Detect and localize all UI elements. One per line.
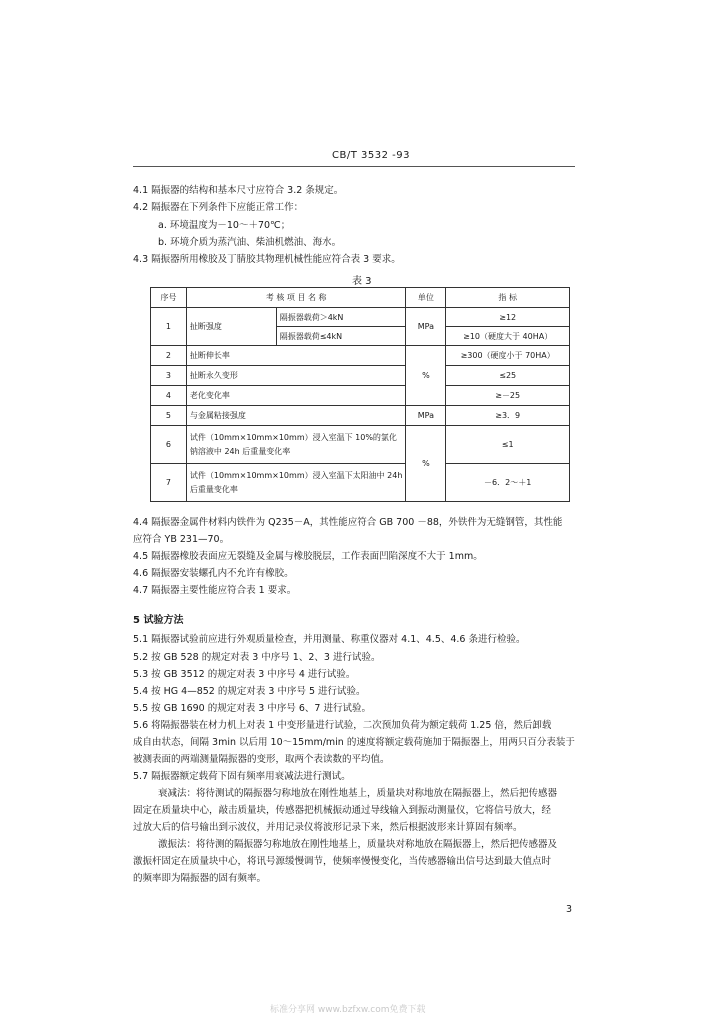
header-no: 序号 [151, 288, 187, 308]
clause-5-6: 5.6 将隔振器装在材力机上对表 1 中变形量进行试验，二次预加负荷为额定载荷 1.25 倍，然后卸载 [133, 720, 552, 731]
row-subitem: 隔振器载荷＞4kN [276, 308, 406, 327]
clause-5-2: 5.2 按 GB 528 的规定对表 3 中序号 1、2、3 进行试验。 [133, 652, 381, 663]
table-row [151, 464, 570, 502]
row-unit: % [406, 426, 446, 502]
row-subitem: 隔振器载荷≤4kN [276, 327, 406, 346]
table-row [151, 386, 570, 406]
row-item [186, 464, 406, 502]
clause-5-3: 5.3 按 GB 3512 的规定对表 3 中序号 4 进行试验。 [133, 669, 356, 680]
attenuation-method-cont: 固定在质量块中心，敲击质量块，传感器把机械振动通过导线输入到振动测量仪，它将信号放大，经 [133, 805, 552, 816]
table-3 [150, 287, 570, 502]
table-row [151, 426, 570, 464]
clause-5-1: 5.1 隔振器试验前应进行外观质量检查，并用测量、称重仪器对 4.1、4.5、4.6 条进行检验。 [133, 634, 526, 645]
row-index: ≥－25 [446, 386, 570, 406]
table-caption: 表 3 [352, 276, 372, 287]
clause-4-2-a: a. 环境温度为－10～＋70℃； [158, 220, 291, 231]
clause-5-4: 5.4 按 HG 4—852 的规定对表 3 中序号 5 进行试验。 [133, 686, 366, 697]
header-rule [133, 166, 575, 167]
row-no: 1 [151, 308, 187, 346]
clause-4-2-b: b. 环境介质为蒸汽油、柴油机燃油、海水。 [158, 237, 342, 248]
clause-4-3: 4.3 隔振器所用橡胶及丁腈胶其物理机械性能应符合表 3 要求。 [133, 254, 401, 265]
row-index: ≤1 [446, 426, 570, 464]
clause-4-7: 4.7 隔振器主要性能应符合表 1 要求。 [133, 585, 297, 596]
clause-4-1: 4.1 隔振器的结构和基本尺寸应符合 3.2 条规定。 [133, 185, 344, 196]
attenuation-method-cont: 过放大后的信号输出到示波仪，并用记录仪将波形记录下来，然后根据波形来计算固有频率。 [133, 822, 523, 833]
row-item-line: 钠溶液中 24h 后重量变化率 [189, 446, 291, 456]
clause-5-6-cont: 被测表面的两端测量隔振器的变形，取两个表读数的平均值。 [133, 754, 390, 765]
row-item: 扯断永久变形 [186, 366, 406, 386]
clause-5-6-cont: 成自由状态，间隔 3min 以后用 10～15mm/min 的速度将额定载荷施加于隔振器上，用两只百分表装于 [133, 737, 575, 748]
row-item-line: 试件（10mm×10mm×10mm）浸入室温下 10%的氯化 [189, 432, 397, 442]
excitation-method-cont: 激振杆固定在质量块中心，将讯号源缓慢调节，使频率慢慢变化，当传感器输出信号达到最大值点时 [133, 856, 552, 867]
header-item: 考 核 项 目 名 称 [186, 288, 406, 308]
row-no: 5 [151, 406, 187, 426]
clause-4-5: 4.5 隔振器橡胶表面应无裂缝及金属与橡胶脱层，工作表面凹陷深度不大于 1mm。 [133, 551, 483, 562]
row-index: ≤25 [446, 366, 570, 386]
row-item: 与金属粘接强度 [186, 406, 406, 426]
row-index: ≥3．9 [446, 406, 570, 426]
table-row [151, 308, 570, 327]
row-index: ≥12 [446, 308, 570, 327]
clause-5-7: 5.7 隔振器额定载荷下固有频率用衰减法进行测试。 [133, 771, 351, 782]
table-row [151, 346, 570, 366]
row-unit: MPa [406, 406, 446, 426]
section-5-title: 5 试验方法 [133, 615, 184, 626]
row-unit: % [406, 346, 446, 406]
page-number: 3 [566, 904, 573, 915]
excitation-method-cont: 的频率即为隔振器的固有频率。 [133, 873, 267, 884]
row-item: 扯断强度 [186, 308, 276, 346]
row-item: 老化变化率 [186, 386, 406, 406]
clause-5-5: 5.5 按 GB 1690 的规定对表 3 中序号 6、7 进行试验。 [133, 703, 371, 714]
row-item [186, 426, 406, 464]
row-no: 2 [151, 346, 187, 366]
excitation-method: 激振法：将待测的隔振器匀称地放在刚性地基上，质量块对称地放在隔振器上，然后把传感器及 [158, 839, 558, 850]
row-item-line: 试件（10mm×10mm×10mm）浸入室温下太阳油中 24h [189, 470, 403, 480]
clause-4-4: 4.4 隔振器金属件材料内铁件为 Q235－A，其性能应符合 GB 700 －88，外铁件为无缝钢管，其性能 [133, 517, 563, 528]
row-item: 扯断伸长率 [186, 346, 406, 366]
row-index: ≥300（硬度小于 70HA） [446, 346, 570, 366]
row-unit: MPa [406, 308, 446, 346]
table-row [151, 366, 570, 386]
attenuation-method: 衰减法：将待测试的隔振器匀称地放在刚性地基上，质量块对称地放在隔振器上，然后把传感器 [158, 788, 558, 799]
watermark-footer: 标准分享网 www.bzfxw.com免费下载 [270, 1005, 426, 1015]
row-index: －6．2～＋1 [446, 464, 570, 502]
header-unit: 单位 [406, 288, 446, 308]
table-header-row [151, 288, 570, 308]
row-no: 4 [151, 386, 187, 406]
clause-4-6: 4.6 隔振器安装螺孔内不允许有橡胶。 [133, 568, 294, 579]
clause-4-2: 4.2 隔振器在下列条件下应能正常工作： [133, 202, 304, 213]
row-item-line: 后重量变化率 [189, 484, 238, 494]
clause-4-4-cont: 应符合 YB 231—70。 [133, 534, 230, 545]
row-no: 7 [151, 464, 187, 502]
header-index: 指 标 [446, 288, 570, 308]
row-no: 3 [151, 366, 187, 386]
table-row [151, 406, 570, 426]
standard-number: CB/T 3532 -93 [332, 150, 410, 161]
row-no: 6 [151, 426, 187, 464]
row-index: ≥10（硬度大于 40HA） [446, 327, 570, 346]
